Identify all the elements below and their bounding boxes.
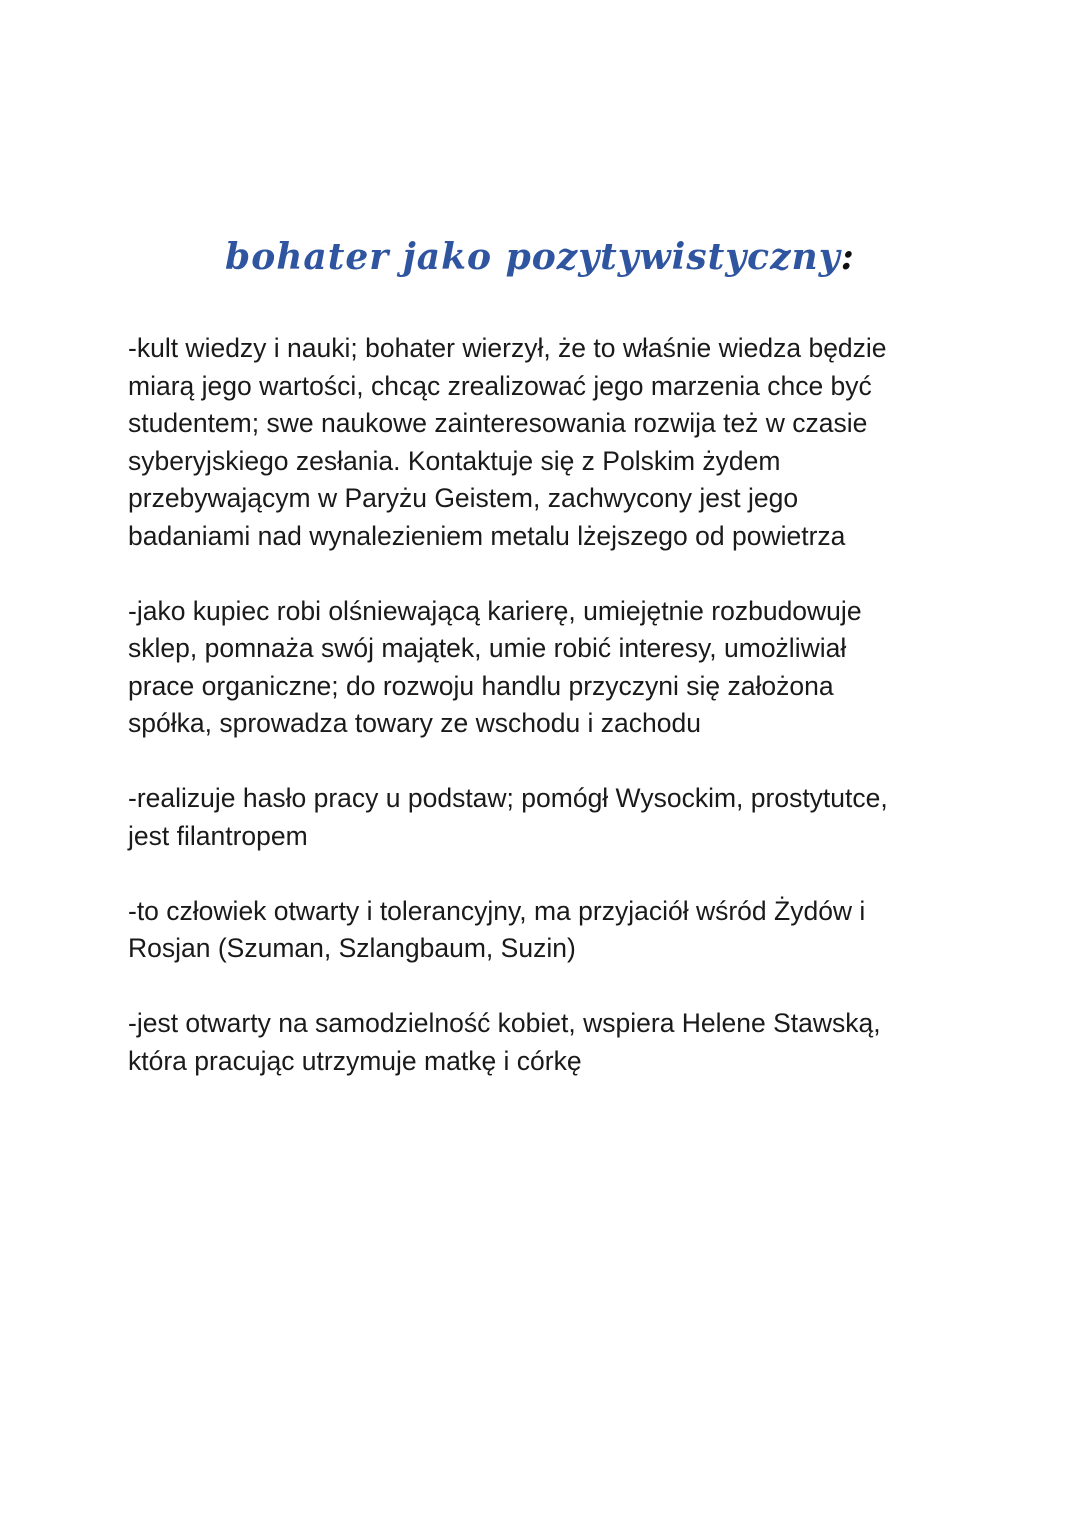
text-line: która pracując utrzymuje matkę i córkę: [128, 1045, 582, 1076]
text-line: miarą jego wartości, chcąc zrealizować jego marzenia chce być: [128, 370, 872, 401]
text-line: -realizuje hasło pracy u podstaw; pomógł Wysockim, prostytutce,: [128, 783, 888, 813]
paragraph: [128, 593, 988, 743]
page-title: [0, 236, 1080, 278]
text-line: -jako kupiec robi olśniewającą karierę, umiejętnie rozbudowuje: [128, 595, 862, 626]
text-line: sklep, pomnaża swój majątek, umie robić interesy, umożliwiał: [128, 633, 847, 663]
text-line: Rosjan (Szuman, Szlangbaum, Suzin): [128, 933, 576, 963]
text-line: studentem; swe naukowe zainteresowania rozwija też w czasie: [128, 408, 868, 438]
text-line: -kult wiedzy i nauki; bohater wierzył, że to właśnie wiedza będzie: [128, 333, 887, 363]
title-colon: :: [840, 236, 855, 278]
text-line: badaniami nad wynalezieniem metalu lżejszego od powietrza: [128, 520, 846, 551]
text-line: spółka, sprowadza towary ze wschodu i zachodu: [128, 708, 701, 738]
text-line: jest filantropem: [128, 820, 308, 851]
document-body: [128, 330, 988, 1118]
paragraph: [128, 330, 988, 555]
title-text: bohater jako pozytywistyczny: [225, 236, 841, 278]
paragraph: [128, 1005, 988, 1080]
text-line: syberyjskiego zesłania. Kontaktuje się z Polskim żydem: [128, 445, 781, 476]
text-line: przebywającym w Paryżu Geistem, zachwycony jest jego: [128, 483, 799, 513]
text-line: -jest otwarty na samodzielność kobiet, wspiera Helene Stawską,: [128, 1008, 881, 1038]
text-line: -to człowiek otwarty i tolerancyjny, ma przyjaciół wśród Żydów i: [128, 895, 866, 926]
paragraph: [128, 893, 988, 968]
paragraph: [128, 780, 988, 855]
text-line: prace organiczne; do rozwoju handlu przyczyni się założona: [128, 670, 834, 701]
